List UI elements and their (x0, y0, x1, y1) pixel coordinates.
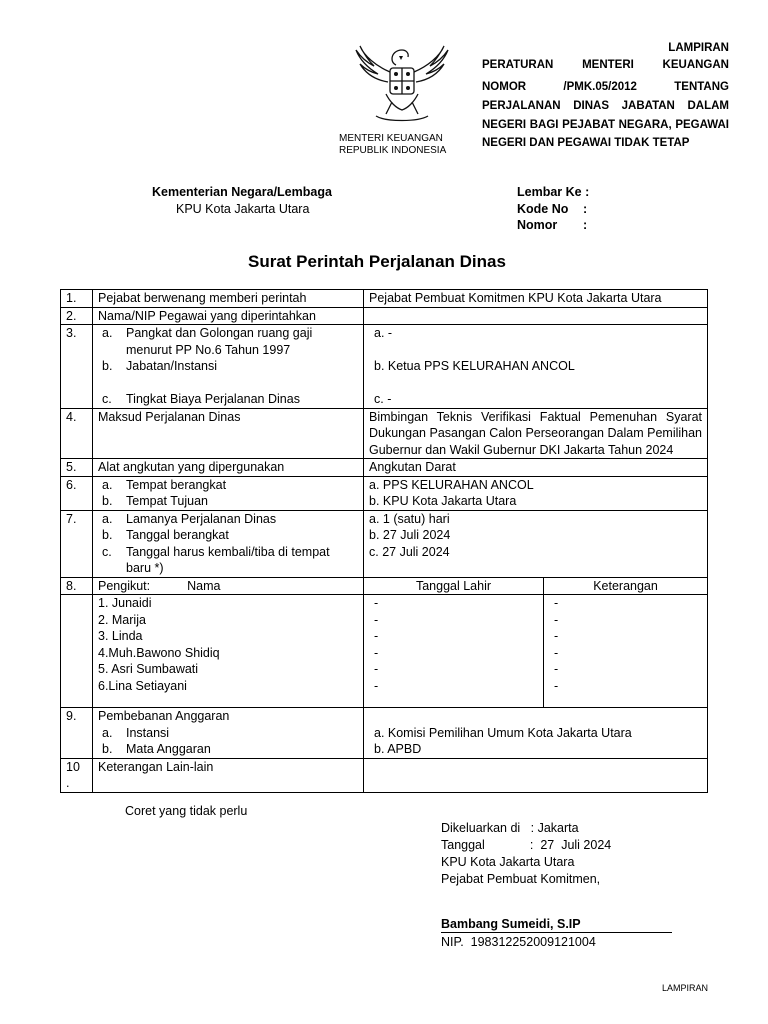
list-item: 4.Muh.Bawono Shidiq (98, 645, 220, 660)
pengikut-label: Pengikut: (98, 578, 151, 593)
row-number: 9. (61, 708, 93, 759)
issued-place: Dikeluarkan di : Jakarta (441, 821, 579, 835)
dash: - (374, 645, 379, 660)
row-number: 5. (61, 459, 93, 477)
row-label (93, 510, 364, 577)
list-key: a. (102, 326, 113, 340)
issued-date: Tanggal : 27 Juli 2024 (441, 838, 612, 852)
row-value (364, 307, 708, 325)
table-row-8-header (61, 577, 708, 595)
row-value (364, 476, 708, 510)
value-b: b. 27 Juli 2024 (369, 528, 451, 542)
row-value: Angkutan Darat (364, 459, 708, 477)
table-row-4 (61, 408, 708, 459)
row-value (364, 708, 708, 759)
list-key: b. (102, 494, 113, 508)
row-label: Maksud Perjalanan Dinas (93, 408, 364, 459)
list-item: 1. Junaidi (98, 596, 152, 610)
row-label: Keterangan Lain-lain (93, 758, 364, 792)
list-key: b. (102, 359, 113, 373)
list-item: 2. Marija (98, 612, 146, 627)
value-b: b. APBD (374, 742, 422, 756)
table-row-7 (61, 510, 708, 577)
row-value: Pejabat Pembuat Komitmen KPU Kota Jakarta Utara (364, 290, 708, 308)
regulation-line-2: NOMOR /PMK.05/2012 TENTANG (482, 81, 729, 93)
row-number: 7. (61, 510, 93, 577)
list-item: 6.Lina Setiayani (98, 678, 187, 693)
emblem-caption-line-2: REPUBLIK INDONESIA (339, 145, 447, 156)
emblem-caption-line-1: MENTERI KEUANGAN (339, 133, 443, 144)
dash: - (374, 612, 379, 627)
dash: - (554, 678, 559, 693)
regulation-line-3: PERJALANAN DINAS JABATAN DALAM (482, 100, 729, 112)
row-number: 3. (61, 325, 93, 409)
value-a: a. Komisi Pemilihan Umum Kota Jakarta Utara (374, 725, 632, 740)
row-label (93, 476, 364, 510)
dash: - (374, 596, 379, 610)
dash: - (374, 662, 379, 676)
row-value (364, 510, 708, 577)
emblem-caption (339, 133, 463, 157)
table-row-10 (61, 758, 708, 792)
dash: - (554, 596, 559, 610)
list-text: Instansi (126, 725, 170, 740)
list-key: a. (102, 511, 113, 526)
row-number: 2. (61, 307, 93, 325)
table-row-2 (61, 307, 708, 325)
list-text: Lamanya Perjalanan Dinas (126, 511, 277, 526)
ministry-label: Kementerian Negara/Lembaga (152, 185, 332, 199)
value-b: b. Ketua PPS KELURAHAN ANCOL (374, 359, 575, 373)
tanggal-lahir-header: Tanggal Lahir (364, 577, 544, 595)
note-list (544, 595, 708, 708)
value-a: a. - (374, 326, 393, 340)
signer-org: KPU Kota Jakarta Utara (441, 855, 575, 869)
row-label: Nama/NIP Pegawai yang diperintahkan (93, 307, 364, 325)
value-a: a. 1 (satu) hari (369, 511, 450, 526)
nama-header: Nama (187, 578, 221, 593)
signer-role: Pejabat Pembuat Komitmen, (441, 872, 601, 886)
document-title: Surat Perintah Perjalanan Dinas (248, 252, 506, 271)
list-key: b. (102, 528, 113, 542)
dash: - (554, 629, 559, 643)
regulation-line-5: NEGERI DAN PEGAWAI TIDAK TETAP (482, 137, 690, 149)
row-value (364, 325, 708, 409)
regulation-line-1: PERATURAN MENTERI KEUANGAN (482, 59, 729, 71)
value-b: b. KPU Kota Jakarta Utara (369, 494, 517, 508)
table-row-3 (61, 325, 708, 409)
people-list (93, 595, 364, 708)
signer-nip: NIP. 198312252009121004 (441, 935, 596, 949)
footer-lampiran: LAMPIRAN (662, 983, 709, 993)
list-key: c. (102, 392, 112, 406)
dash: - (554, 612, 559, 627)
row-number (61, 595, 93, 708)
list-text: Pangkat dan Golongan ruang gaji menurut PP No.6 Tahun 1997 (126, 326, 313, 357)
dash: - (374, 678, 379, 693)
list-key: a. (102, 725, 113, 740)
list-key: a. (102, 477, 113, 492)
garuda-emblem-logo (346, 42, 458, 132)
list-text: Pembebanan Anggaran (98, 709, 230, 723)
list-text: Tanggal berangkat (126, 528, 229, 542)
row-number: 4. (61, 408, 93, 459)
row-label (93, 325, 364, 409)
strike-note: Coret yang tidak perlu (125, 804, 248, 818)
row-number: 8. (61, 577, 93, 595)
row-number (61, 758, 93, 792)
row-number-line-1: 10 (66, 759, 80, 774)
row-label: Pejabat berwenang memberi perintah (93, 290, 364, 308)
value-a: a. PPS KELURAHAN ANCOL (369, 477, 534, 492)
row-label: Alat angkutan yang dipergunakan (93, 459, 364, 477)
table-row-6 (61, 476, 708, 510)
table-row-5 (61, 459, 708, 477)
table-row-9 (61, 708, 708, 759)
value-c: c. - (374, 392, 392, 406)
list-item: 5. Asri Sumbawati (98, 662, 199, 676)
regulation-line-4: NEGERI BAGI PEJABAT NEGARA, PEGAWAI (482, 119, 729, 131)
row-number: 6. (61, 476, 93, 510)
dash: - (554, 662, 559, 676)
row-value: Bimbingan Teknis Verifikasi Faktual Pemenuhan Syarat Dukungan Pasangan Calon Perseorangan Dalam Pemilihan Gubernur dan Wakil Gubernur DKI Jakarta Tahun 2024 (364, 408, 708, 459)
row-label (93, 708, 364, 759)
row-value (364, 758, 708, 792)
value-c: c. 27 Juli 2024 (369, 544, 450, 559)
lampiran-label: LAMPIRAN (668, 42, 729, 54)
list-text: Tanggal harus kembali/tiba di tempat baru *) (126, 544, 330, 575)
list-item: 3. Linda (98, 629, 143, 643)
dash: - (554, 645, 559, 660)
row-number: 1. (61, 290, 93, 308)
row-number-line-2: . (66, 776, 70, 790)
lembar-label: Lembar Ke : (517, 185, 590, 199)
kode-label: Kode No (517, 202, 569, 216)
ministry-value: KPU Kota Jakarta Utara (176, 202, 310, 216)
nomor-label: Nomor (517, 218, 558, 232)
nomor-colon: : (583, 218, 588, 232)
list-text: Tingkat Biaya Perjalanan Dinas (126, 392, 300, 406)
list-text: Tempat berangkat (126, 477, 227, 492)
dash: - (374, 629, 379, 643)
birthdate-list (364, 595, 544, 708)
table-row-1 (61, 290, 708, 308)
sppd-table (60, 289, 708, 793)
row-label (93, 577, 364, 595)
list-text: Jabatan/Instansi (126, 359, 218, 373)
list-key: b. (102, 742, 113, 756)
kode-colon: : (583, 202, 588, 216)
table-row-8-body (61, 595, 708, 708)
list-text: Tempat Tujuan (126, 494, 208, 508)
list-text: Mata Anggaran (126, 742, 211, 756)
keterangan-header: Keterangan (544, 577, 708, 595)
signer-name: Bambang Sumeidi, S.IP (441, 917, 672, 933)
list-key: c. (102, 544, 112, 559)
signature-block (441, 820, 611, 888)
